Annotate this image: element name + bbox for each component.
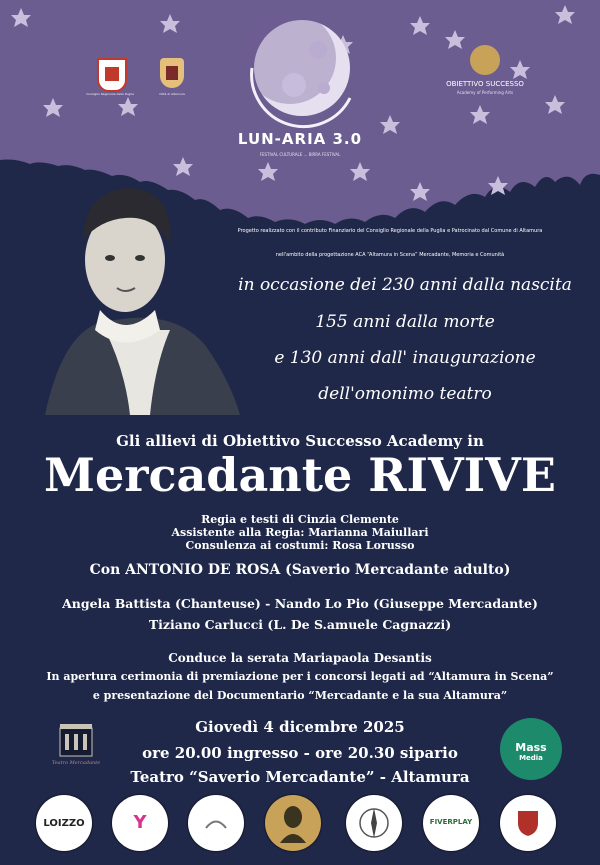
occasion-line-1: in occasione dei 230 anni dalla nascita (238, 275, 572, 295)
event-date: Giovedì 4 dicembre 2025 (195, 718, 405, 736)
obiettivo-successo-logo-icon (470, 45, 500, 75)
host-line-2: In apertura cerimonia di premiazione per i concorsi legati ad “Altamura in Scena” (46, 670, 554, 683)
title-preface: Gli allievi di Obiettivo Successo Academy in (116, 432, 484, 450)
occasion-line-4: dell'omonimo teatro (318, 384, 492, 404)
event-times: ore 20.00 ingresso - ore 20.30 sipario (142, 744, 458, 762)
sponsor-portrait-logo (265, 795, 321, 851)
credit-regia: Regia e testi di Cinzia Clemente (201, 513, 399, 526)
mass-media-line-1: Mass (515, 741, 547, 754)
mercadante-portrait (5, 170, 245, 420)
cast-line-2: Tiziano Carlucci (L. De S.amuele Cagnazzi) (148, 617, 452, 632)
funding-line-2: nell'ambito della progettazione ACA “Altamura in Scena” Mercadante, Memoria e Comunità (275, 252, 505, 258)
theatre-caption: Teatro Mercadante (51, 760, 101, 766)
cast-lead: Con ANTONIO DE ROSA (Saverio Mercadante adulto) (89, 562, 511, 578)
event-venue: Teatro “Saverio Mercadante” - Altamura (130, 768, 470, 786)
sponsor-fiverplay-label: FIVERPLAY (429, 818, 473, 827)
sponsor-y-label: Y (133, 812, 147, 834)
sponsor-logo-3 (188, 795, 244, 851)
mass-media-line-2: Media (519, 754, 543, 762)
cast-line-1: Angela Battista (Chanteuse) - Nando Lo Pio (Giuseppe Mercadante) (62, 596, 538, 611)
partner-logo-name: OBIETTIVO SUCCESSO (446, 80, 524, 88)
sponsor-fiverplay-logo (423, 795, 479, 851)
partner-logo-tagline: Academy of Performing Arts (456, 90, 514, 95)
brand-subtitle: FESTIVAL CULTURALE ... BIRRA FESTIVAL (259, 152, 341, 157)
funding-line-1: Progetto realizzato con il contributo Finanziario del Consiglio Regionale della Puglia e Patrocinato dal Comune di Altamura (237, 228, 543, 234)
theatre-building-icon (58, 722, 94, 758)
comune-caption: Città di Altamura (159, 92, 185, 96)
host-line-3: e presentazione del Documentario “Mercadante e la sua Altamura” (92, 689, 508, 702)
credit-assistente: Assistente alla Regia: Marianna Maiullari (171, 526, 429, 539)
moon-logo-icon (232, 10, 368, 130)
comune-crest-icon (160, 58, 184, 88)
main-title: Mercadante RIVIVE (44, 448, 556, 502)
sponsor-crest-logo (500, 795, 556, 851)
regione-crest-icon (97, 58, 127, 92)
occasion-line-3: e 130 anni dall' inaugurazione (274, 348, 536, 368)
sponsor-loizzo-logo (36, 795, 92, 851)
sponsor-compass-logo (346, 795, 402, 851)
occasion-line-2: 155 anni dalla morte (315, 312, 495, 332)
host-line-1: Conduce la serata Mariapaola Desantis (168, 651, 432, 665)
sponsor-loizzo-label: LOIZZO (43, 817, 85, 829)
sponsor-y-logo (112, 795, 168, 851)
brand-title: LUN-ARIA 3.0 (237, 130, 363, 148)
credit-costumi: Consulenza ai costumi: Rosa Lorusso (185, 539, 415, 552)
regione-caption: Consiglio Regionale della Puglia (86, 92, 134, 96)
